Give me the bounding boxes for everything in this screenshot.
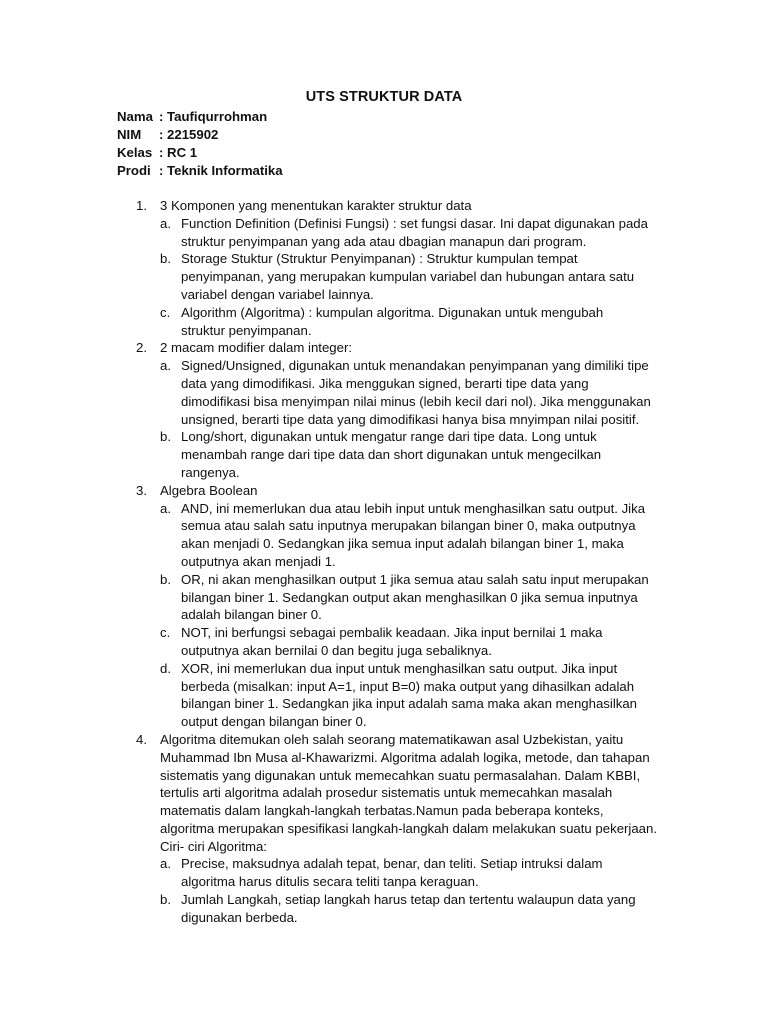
text-line: output dengan bilangan biner 0. (181, 714, 367, 730)
sub-item-letter: b. (160, 251, 171, 267)
text-line: semua atau salah satu inputnya merupakan bilangan biner 0, maka outputnya (181, 518, 636, 534)
item-heading: 3 Komponen yang menentukan karakter struktur data (160, 198, 472, 213)
text-line: dimodifikasi bisa menyimpan nilai minus (lebih kecil dari nol). Jika menggunakan (181, 393, 651, 409)
info-row-nama (117, 108, 283, 126)
text-line: OR, ni akan menghasilkan output 1 jika semua atau salah satu input merupakan (181, 571, 649, 587)
sub-item-letter: b. (160, 571, 171, 587)
info-value: : Taufiqurrohman (159, 109, 268, 124)
item-heading: Algebra Boolean (160, 482, 258, 498)
sub-item-2a (160, 357, 657, 428)
text-line: Algorithm (Algoritma) : kumpulan algoritma. Digunakan untuk mengubah (181, 304, 604, 320)
sub-item-letter: a. (160, 856, 171, 872)
text-line: menambah range dari tipe data dan short digunakan untuk mengecilkan (181, 447, 602, 463)
sub-item-4b (160, 891, 657, 927)
sub-item-1b (160, 250, 657, 303)
text-line: Jumlah Langkah, setiap langkah harus tetap dan tertentu walaupun data yang (181, 892, 636, 908)
sub-item-3d (160, 660, 657, 731)
sub-item-letter: b. (160, 892, 171, 908)
info-row-kelas (117, 144, 283, 162)
text-line: XOR, ini memerlukan dua input untuk menghasilkan satu output. Jika input (181, 660, 618, 676)
sub-item-3c (160, 624, 657, 660)
sub-item-letter: a. (160, 215, 171, 231)
text-line: matematis dalam langkah-langkah terbatas.Namun pada beberapa konteks, (160, 803, 604, 819)
text-line: bilangan biner 1. Sedangkan jika input adalah sama maka akan menghasilkan (181, 696, 638, 712)
text-line: outputnya akan bernilai 0 dan begitu juga sebaliknya. (181, 642, 492, 658)
text-line: Storage Stuktur (Struktur Penyimpanan) : Struktur kumpulan tempat (181, 251, 578, 267)
item-number: 2. (136, 340, 147, 356)
text-line: struktur penyimpanan. (181, 322, 312, 338)
item-number: 3. (136, 482, 147, 498)
sub-item-4a (160, 855, 657, 891)
sub-item-3b (160, 571, 657, 624)
info-label: Prodi (117, 163, 151, 178)
answer-item-4 (117, 731, 657, 927)
info-label: Kelas (117, 145, 153, 160)
text-line: Muhammad Ibn Musa al-Khawarizmi. Algoritma adalah logika, metode, dan tahapan (160, 749, 650, 765)
sub-item-3a (160, 500, 657, 571)
text-line: struktur penyimpanan yang ada atau dbagian manapun dari program. (181, 233, 587, 249)
text-line: Ciri- ciri Algoritma: (160, 838, 267, 854)
sub-item-1a (160, 215, 657, 251)
text-line: algoritma merupakan spesifikasi langkah-langkah dalam melakukan suatu pekerjaan. (160, 820, 658, 836)
text-line: akan menjadi 0. Sedangkan jika semua input adalah bilangan biner 1, maka (181, 536, 624, 552)
text-line: NOT, ini berfungsi sebagai pembalik keadaan. Jika input bernilai 1 maka (181, 625, 603, 641)
sub-item-letter: c. (160, 625, 171, 641)
sub-item-letter: a. (160, 358, 171, 374)
text-line: AND, ini memerlukan dua atau lebih input untuk menghasilkan satu output. Jika (181, 500, 646, 516)
text-line: sistematis yang digunakan untuk memecahkan suatu permasalahan. Dalam KBBI, (160, 767, 641, 783)
sub-item-letter: a. (160, 500, 171, 516)
text-line: variabel dengan variabel lainnya. (181, 286, 374, 302)
info-label: NIM (117, 127, 142, 142)
info-value: : Teknik Informatika (159, 163, 283, 178)
info-value: : 2215902 (159, 127, 219, 142)
info-value: : RC 1 (159, 145, 198, 160)
text-line: Function Definition (Definisi Fungsi) : set fungsi dasar. Ini dapat digunakan pada (181, 215, 648, 231)
sub-item-letter: b. (160, 429, 171, 445)
text-line: rangenya. (181, 464, 240, 480)
text-line: data yang dimodifikasi. Jika menggukan signed, berarti tipe data yang (181, 375, 589, 391)
text-line: outputnya akan menjadi 1. (181, 553, 336, 569)
text-line: Long/short, digunakan untuk mengatur range dari tipe data. Long untuk (181, 429, 597, 445)
answer-item-3 (117, 482, 657, 731)
text-line: berbeda (misalkan: input A=1, input B=0) maka output yang dihasilkan adalah (181, 678, 635, 694)
answer-list (117, 197, 657, 927)
info-label: Nama (117, 109, 153, 124)
sub-item-2b (160, 428, 657, 481)
item-heading: 2 macam modifier dalam integer: (160, 340, 353, 356)
student-info (117, 108, 283, 180)
document-title: UTS STRUKTUR DATA (305, 89, 463, 105)
item-number: 1. (136, 198, 147, 213)
sub-item-letter: d. (160, 660, 171, 676)
text-line: tertulis arti algoritma adalah prosedur sistematis untuk memecahkan masalah (160, 785, 613, 801)
item-number: 4. (136, 731, 147, 747)
text-line: adalah bilangan biner 0. (181, 607, 322, 623)
sub-item-1c (160, 304, 657, 340)
answer-item-1 (117, 197, 657, 339)
text-line: Algoritma ditemukan oleh salah seorang matematikawan asal Uzbekistan, yaitu (160, 731, 624, 747)
text-line: unsigned, berarti tipe data yang dimodifikasi hanya bisa mnyimpan nilai positif. (181, 411, 640, 427)
text-line: bilangan biner 1. Sedangkan output akan menghasilkan 0 jika semua inputnya (181, 589, 638, 605)
text-line: algoritma harus ditulis secara teliti tanpa keraguan. (181, 874, 479, 890)
answer-item-2 (117, 339, 657, 481)
text-line: penyimpanan, yang merupakan kumpulan variabel dan hubungan antara satu (181, 269, 635, 285)
text-line: Precise, maksudnya adalah tepat, benar, dan teliti. Setiap intruksi dalam (181, 856, 603, 872)
info-row-nim (117, 126, 283, 144)
sub-item-letter: c. (160, 304, 171, 320)
text-line: digunakan berbeda. (181, 909, 298, 925)
info-row-prodi (117, 162, 283, 180)
text-line: Signed/Unsigned, digunakan untuk menandakan penyimpanan yang dimiliki tipe (181, 358, 649, 374)
